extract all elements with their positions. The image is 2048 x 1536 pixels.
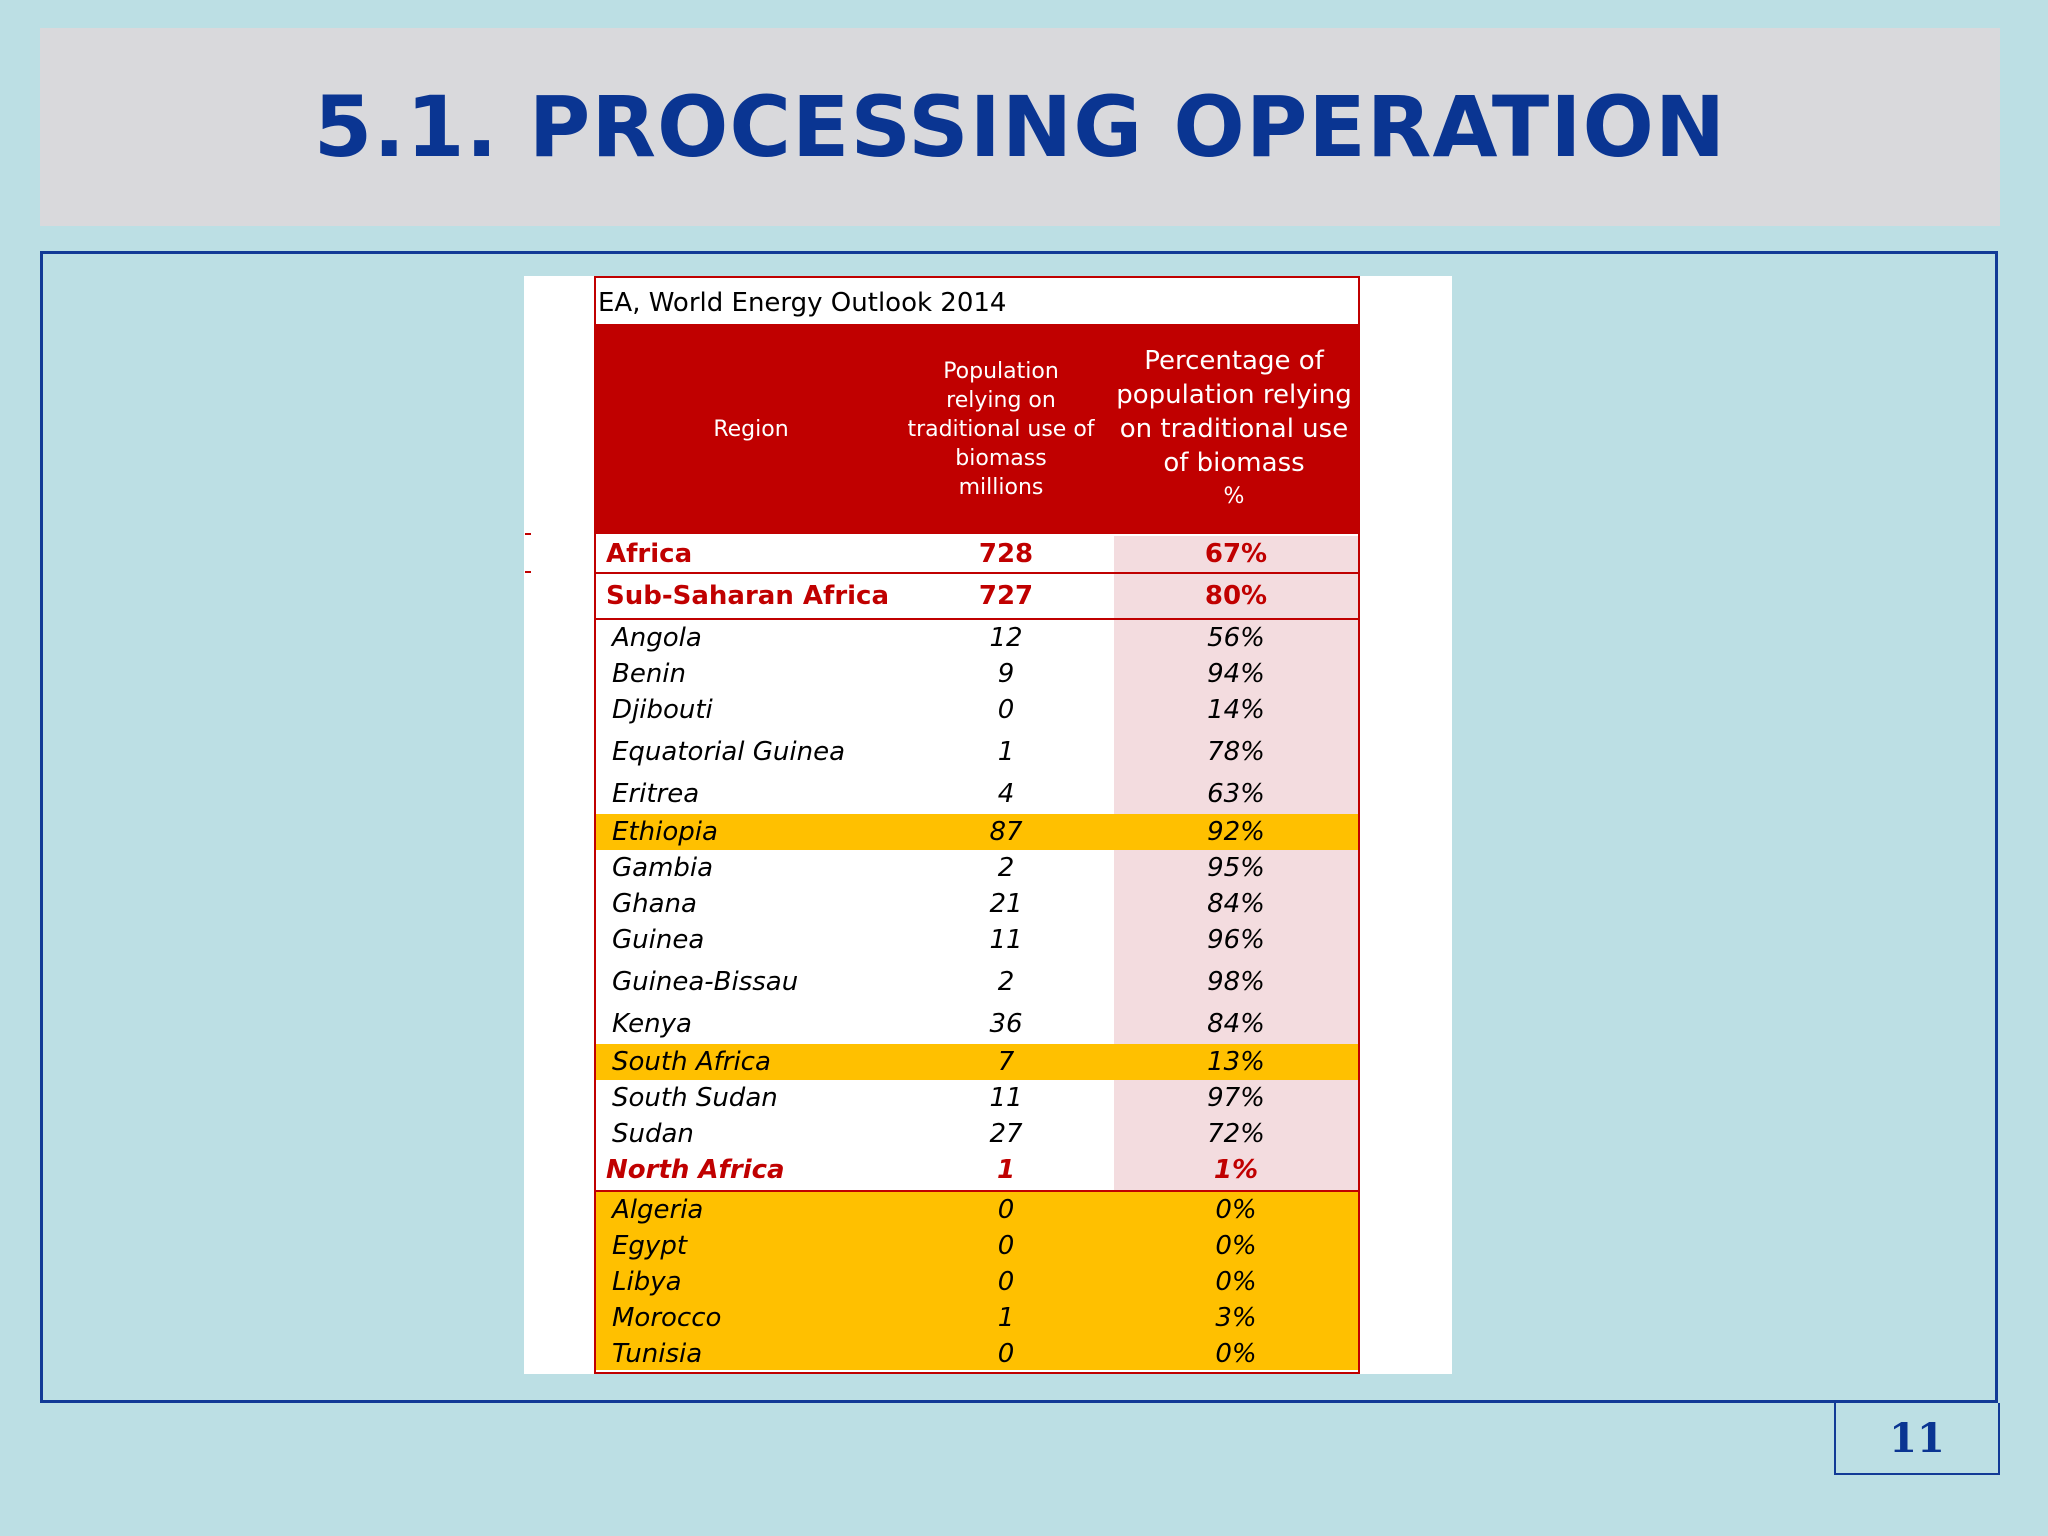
table-row: Guinea 11 96%: [612, 925, 1265, 955]
table-row: Morocco 1 3%: [612, 1303, 1257, 1333]
table-row: South Africa 7 13%: [612, 1047, 1265, 1077]
biomass-table: [594, 276, 1360, 1374]
table-row: Tunisia 0 0%: [612, 1339, 1257, 1369]
table-row: Equatorial Guinea 1 78%: [612, 737, 1265, 767]
table-row: South Sudan 11 97%: [612, 1083, 1265, 1113]
table-row: Sudan 27 72%: [612, 1119, 1265, 1149]
table-row: Libya 0 0%: [612, 1267, 1257, 1297]
red-tick-mark: [525, 533, 531, 535]
table-row: Angola 12 56%: [612, 623, 1265, 653]
table-row: Egypt 0 0%: [612, 1231, 1257, 1261]
table-row: Sub-Saharan Africa 727 80%: [606, 581, 1268, 611]
table-row: Benin 9 94%: [612, 659, 1265, 689]
table-header: [596, 324, 1358, 534]
header-region: Region: [713, 416, 789, 442]
table-row: Gambia 2 95%: [612, 853, 1265, 883]
header-population: Population relying on traditional use of biomass millions: [907, 358, 1095, 500]
page-number: 11: [1834, 1403, 2000, 1475]
red-tick-mark: [525, 571, 531, 573]
table-row: Ghana 21 84%: [612, 889, 1265, 919]
title-band: [40, 28, 2000, 226]
table-row: Eritrea 4 63%: [612, 779, 1265, 809]
table-row: Guinea-Bissau 2 98%: [612, 967, 1265, 997]
row-divider: [596, 572, 1358, 574]
table-row: Kenya 36 84%: [612, 1009, 1265, 1039]
header-percentage: Percentage of population relying on traditional use of biomass %: [1116, 346, 1352, 509]
slide-title: 5.1. PROCESSING OPERATION: [313, 78, 1727, 176]
table-row: North Africa 1 1%: [606, 1155, 1259, 1185]
table-row: Africa 728 67%: [606, 539, 1268, 569]
table-source: EA, World Energy Outlook 2014: [598, 288, 1007, 318]
table-row: Djibouti 0 14%: [612, 695, 1265, 725]
table-row: Algeria 0 0%: [612, 1195, 1257, 1225]
table-row: Ethiopia 87 92%: [612, 817, 1265, 847]
